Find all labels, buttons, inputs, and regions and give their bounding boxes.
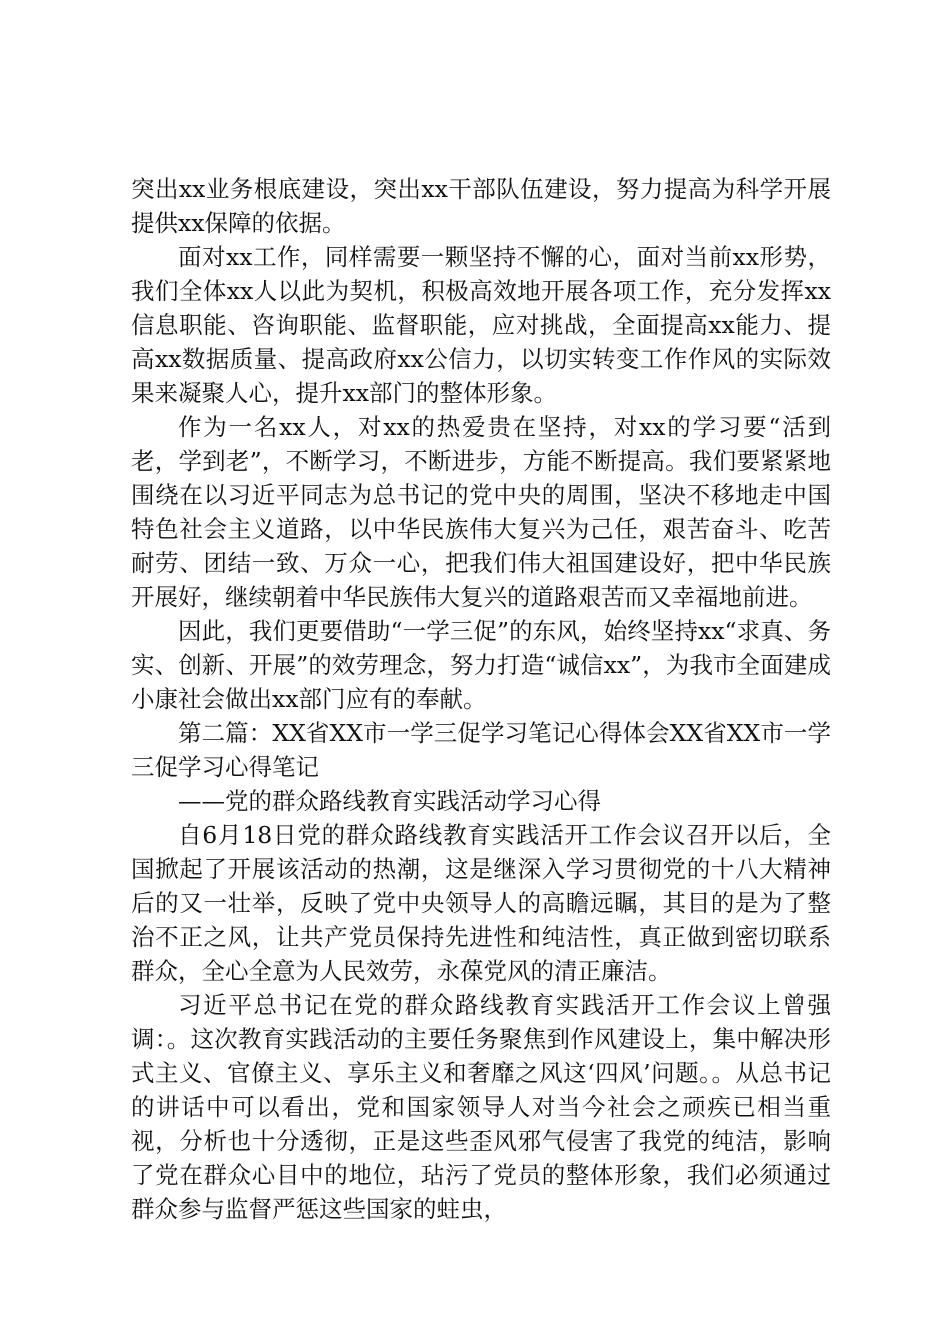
paragraph-2: 面对xx工作，同样需要一颗坚持不懈的心，面对当前xx形势，我们全体xx人以此为契机，积极高效地开展各项工作，充分发挥xx信息职能、咨询职能、监督职能，应对挑战，全面提高xx能力、提高xx数据质量、提高政府xx公信力，以切实转变工作作风的实际效果来凝聚人心，提升xx部门的整体形象。	[131, 243, 831, 407]
paragraph-1: 突出xx业务根底建设，突出xx干部队伍建设，努力提高为科学开展提供xx保障的依据。	[131, 175, 831, 237]
paragraph-6: 习近平总书记在党的群众路线教育实践活开工作会议上曾强调：。这次教育实践活动的主要任务聚焦到作风建设上，集中解决形式主义、官僚主义、享乐主义和奢靡之风这‘四风’问题。。从总书记的讲话中可以看出，党和国家领导人对当今社会之顽疾已相当重视，分析也十分透彻，正是这些歪风邪气侵害了我党的纯洁，影响了党在群众心目中的地位，玷污了党员的整体形象，我们必须通过群众参与监督严惩这些国家的蛀虫，	[131, 991, 831, 1223]
paragraph-3: 作为一名xx人，对xx的热爱贵在坚持，对xx的学习要“活到老，学到老”，不断学习，不断进步，方能不断提高。我们要紧紧地围绕在以习近平同志为总书记的党中央的周围，坚决不移地走中国特色社会主义道路，以中华民族伟大复兴为己任，艰苦奋斗、吃苦耐劳、团结一致、万众一心，把我们伟大祖国建设好，把中华民族开展好，继续朝着中华民族伟大复兴的道路艰苦而又幸福地前进。	[131, 413, 831, 611]
paragraph-4: 因此，我们更要借助“一学三促”的东风，始终坚持xx“求真、务实、创新、开展”的效劳理念，努力打造“诚信xx”，为我市全面建成小康社会做出xx部门应有的奉献。	[131, 617, 831, 713]
section-title: 第二篇：XX省XX市一学三促学习笔记心得体会XX省XX市一学三促学习心得笔记	[131, 719, 831, 781]
paragraph-5: 自6月18日党的群众路线教育实践活开工作会议召开以后，全国掀起了开展该活动的热潮，这是继深入学习贯彻党的十八大精神后的又一壮举，反映了党中央领导人的高瞻远瞩，其目的是为了整治不正之风，让共产党员保持先进性和纯洁性，真正做到密切联系群众，全心全意为人民效劳，永葆党风的清正廉洁。	[131, 821, 831, 985]
section-subtitle: ——党的群众路线教育实践活动学习心得	[178, 787, 601, 815]
document-body	[131, 172, 831, 1226]
